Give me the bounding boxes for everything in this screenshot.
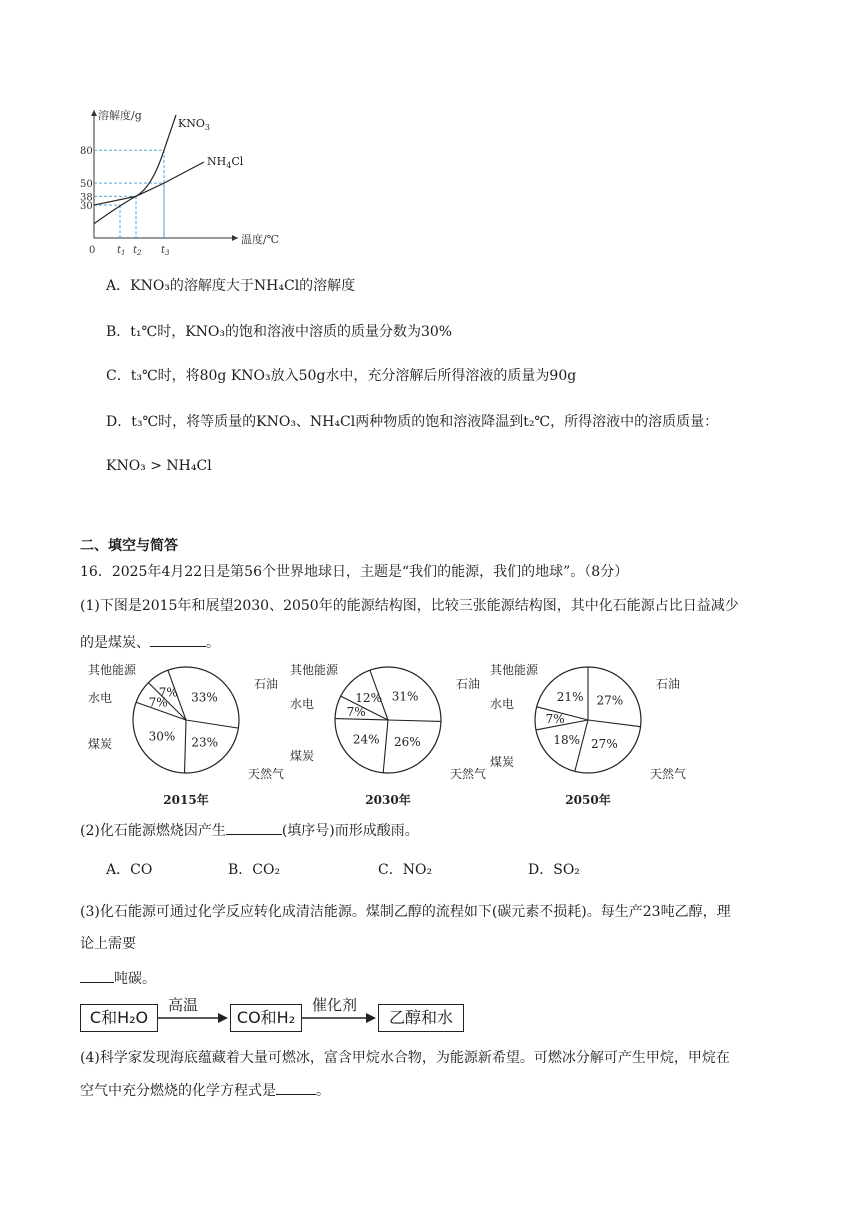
pie-slice-value: 26% — [394, 734, 421, 749]
q16-part3-line3 — [80, 968, 156, 989]
p2-option-d[interactable]: D．SO₂ — [528, 862, 580, 878]
pie-slice-label: 天然气 — [650, 767, 687, 781]
pie-slice-value: 7% — [545, 711, 565, 726]
p2-option-b[interactable]: B．CO₂ — [228, 862, 281, 878]
pie-slice-label: 石油 — [456, 677, 481, 691]
flow-box-products: 乙醇和水 — [378, 1004, 464, 1032]
option-c-text: t₃℃时，将80g KNO₃放入50g水中，充分溶解后所得溶液的质量为90g — [130, 368, 577, 384]
flow-arrow2-icon — [302, 1010, 378, 1026]
option-d[interactable] — [106, 412, 718, 432]
option-b[interactable] — [106, 322, 452, 342]
x-axis-label: 温度/℃ — [241, 233, 280, 246]
flow-arrow1-icon — [158, 1010, 230, 1026]
pie-slice-value: 21% — [556, 689, 584, 704]
option-d-text: t₃℃时，将等质量的KNO₃、NH₄Cl两种物质的饱和溶液降温到t₂℃，所得溶液中的溶质质量： — [131, 414, 719, 430]
q16-part3-line1: (3)化石能源可通过化学反应转化成清洁能源。煤制乙醇的流程如下(碳元素不损耗)。每生产23吨乙醇，理 — [80, 904, 731, 920]
q16-part1-blank[interactable] — [150, 632, 206, 647]
pie-slice-value: 7% — [346, 704, 366, 719]
option-b-text: t₁℃时，KNO₃的饱和溶液中溶质的质量分数为30% — [130, 324, 453, 340]
pie-slice-value: 7% — [148, 695, 168, 710]
pie-slice-value: 7% — [158, 685, 178, 700]
flow-box-reactants: C和H₂O — [80, 1004, 158, 1032]
pie-slice-value: 12% — [355, 691, 382, 706]
q16-part1-line2 — [80, 632, 220, 653]
pie-slice-value: 31% — [391, 689, 419, 704]
pie-slice-label: 煤炭 — [290, 749, 315, 763]
y-axis-label: 溶解度/g — [98, 109, 142, 122]
pie-slice-value: 24% — [352, 732, 380, 747]
pie-year-label: 2030年 — [365, 793, 411, 807]
pie-slice-label: 石油 — [254, 677, 279, 691]
q16-part4-line1: (4)科学家发现海底蕴藏着大量可燃冰，富含甲烷水合物，为能源新希望。可燃冰分解可产生甲烷，甲烷在 — [80, 1050, 730, 1066]
pie-slice-value: 30% — [148, 729, 176, 744]
pie-slice-value: 27% — [596, 693, 624, 708]
origin-label: 0 — [89, 245, 96, 256]
pie-slice-value: 23% — [191, 735, 218, 750]
pie-slice-label: 其他能源 — [88, 663, 137, 677]
x-tick-label: $t_2$ — [133, 245, 142, 257]
pie-slice-label: 水电 — [490, 697, 515, 711]
q16-part3-line2: 论上需要 — [80, 936, 136, 952]
option-a-text: KNO₃的溶解度大于NH₄Cl的溶解度 — [130, 278, 356, 294]
y-tick-label: 30 — [80, 201, 93, 213]
option-b-letter: B． — [106, 324, 131, 340]
pie-slice-label: 水电 — [290, 697, 315, 711]
pie-slice-label: 其他能源 — [490, 663, 539, 677]
pie-slice-value: 33% — [191, 690, 218, 705]
q16-part1-end: 。 — [206, 635, 220, 651]
pie-slice-label: 煤炭 — [490, 755, 515, 769]
solubility-chart — [80, 105, 300, 265]
pie-2030年 — [290, 662, 486, 807]
pie-slice-label: 天然气 — [248, 767, 285, 781]
section-title: 二、填空与简答 — [80, 538, 178, 554]
option-a-letter: A． — [106, 278, 131, 294]
q16-part4-text: 空气中充分燃烧的化学方程式是 — [80, 1083, 276, 1099]
flow-arrow1-label: 高温 — [168, 996, 199, 1014]
series-label-nh4cl: $NH_4Cl$ — [207, 155, 244, 170]
q16-part2 — [80, 820, 419, 841]
pie-slice-label: 天然气 — [450, 767, 487, 781]
series-label-kno3: $KNO_3$ — [178, 117, 210, 132]
q16-part4-blank[interactable] — [276, 1080, 316, 1095]
pie-year-label: 2015年 — [163, 793, 209, 807]
pie-slice-label: 其他能源 — [290, 663, 339, 677]
y-tick-label: 38 — [80, 192, 93, 204]
pie-2015年 — [88, 662, 284, 807]
p2-option-c[interactable]: C．NO₂ — [378, 862, 433, 878]
q16-part3-end: 吨碳。 — [114, 971, 156, 987]
q16-stem: 16．2025年4月22日是第56个世界地球日，主题是“我们的能源，我们的地球”。（8分） — [80, 564, 629, 580]
option-c-letter: C． — [106, 368, 131, 384]
x-tick-label: $t_3$ — [161, 245, 170, 257]
option-d-letter: D． — [106, 414, 132, 430]
option-a[interactable] — [106, 276, 355, 296]
option-d-continuation: KNO₃ > NH₄Cl — [106, 458, 212, 474]
q16-part1-text: 的是煤炭、 — [80, 635, 150, 651]
pie-year-label: 2050年 — [565, 793, 611, 807]
y-tick-label: 80 — [80, 146, 93, 158]
flow-box-intermediate: CO和H₂ — [230, 1004, 302, 1032]
energy-pie-charts — [80, 660, 690, 810]
y-tick-label: 50 — [80, 179, 93, 191]
pie-slice-label: 煤炭 — [88, 737, 113, 751]
q16-part2-blank[interactable] — [226, 820, 282, 835]
q16-part3-blank[interactable] — [80, 968, 114, 983]
x-tick-label: $t_1$ — [117, 245, 126, 257]
q16-part1-line1: (1)下图是2015年和展望2030、2050年的能源结构图，比较三张能源结构图，其中化石能源占比日益减少 — [80, 598, 739, 614]
pie-slice-value: 18% — [553, 732, 581, 747]
flow-arrow2-label: 催化剂 — [312, 996, 358, 1014]
q16-part2-end: (填序号)而形成酸雨。 — [281, 823, 419, 839]
q16-part4-line2 — [80, 1080, 330, 1101]
p2-option-a[interactable]: A．CO — [106, 862, 153, 878]
pie-slice-label: 石油 — [656, 677, 681, 691]
option-c[interactable] — [106, 366, 576, 386]
q16-part4-end: 。 — [316, 1083, 330, 1099]
pie-2050年 — [490, 662, 686, 807]
pie-slice-label: 水电 — [88, 691, 113, 705]
pie-slice-value: 27% — [591, 737, 618, 752]
q16-part2-text: (2)化石能源燃烧因产生 — [80, 823, 226, 839]
